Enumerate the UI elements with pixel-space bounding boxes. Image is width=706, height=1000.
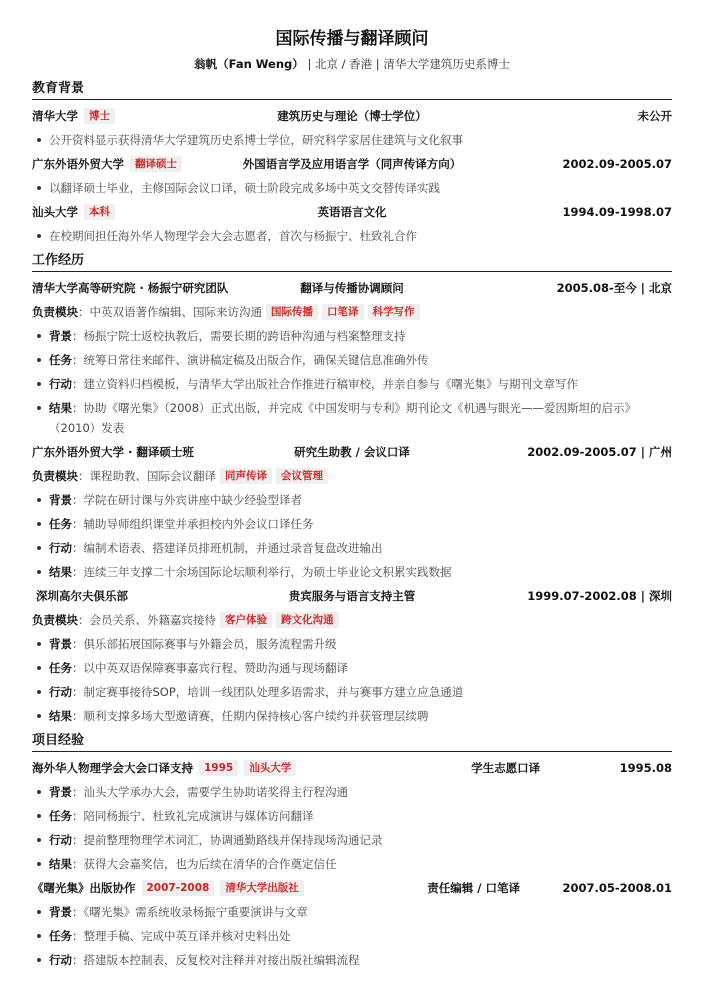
skill-tag: 口笔译 [322, 304, 364, 320]
bullet-text: ：协助《曙光集》（2008）正式出版，并完成《中国发明与专利》期刊论文《机遇与眼光——爱因斯坦的启示》（2010）发表 [49, 401, 637, 435]
bullet-text: ：编制术语表、搭建译员排班机制，并通过录音复盘改进输出 [72, 541, 383, 555]
list-item: 在校期间担任海外华人物理学会大会志愿者，首次与杨振宁、杜致礼合作 [32, 224, 672, 248]
bullet-text: ：制定赛事接待SOP，培训一线团队处理多语需求，并与赛事方建立应急通道 [72, 685, 464, 699]
project-entry-header [32, 876, 672, 900]
bullet-key: 背景 [49, 785, 72, 799]
section-heading-work: 工作经历 [32, 252, 672, 272]
module-label: 负责模块 [32, 613, 78, 627]
project-entry-header [32, 756, 672, 780]
bullet-key: 任务 [49, 929, 72, 943]
module-text: ：会员关系、外籍嘉宾接待 [78, 613, 216, 627]
bullet-key: 任务 [49, 661, 72, 675]
bullet-text: ：提前整理物理学术词汇，协调通勤路线并保持现场沟通记录 [72, 833, 383, 847]
list-item: 以翻译硕士毕业，主修国际会议口译，硕士阶段完成多场中英文交替传译实践 [32, 176, 672, 200]
role: 贵宾服务与语言支持主管 [288, 589, 416, 603]
list-item [32, 512, 672, 536]
major: 外国语言学及应用语言学（同声传译方向） [242, 157, 462, 171]
project-tag: 汕头大学 [244, 760, 296, 776]
education-entry [32, 200, 672, 224]
degree-tag: 翻译硕士 [130, 156, 182, 172]
list-item [32, 372, 672, 396]
module-label: 负责模块 [32, 469, 78, 483]
list-item [32, 924, 672, 948]
date-location: 2005.08-至今 | 北京 [556, 281, 672, 295]
list-item [32, 804, 672, 828]
bullet-text: ：顺利支撑多场大型邀请赛，任期内保持核心客户续约并获管理层续聘 [72, 709, 429, 723]
bullet-key: 结果 [49, 565, 72, 579]
module-label: 负责模块 [32, 305, 78, 319]
education-entry [32, 104, 672, 128]
bullet-key: 行动 [49, 541, 72, 555]
person-name: 翁帆（Fan Weng） [194, 57, 304, 71]
organization: 深圳高尔夫俱乐部 [36, 589, 128, 603]
skill-tag: 跨文化沟通 [276, 612, 339, 628]
bullet-key: 行动 [49, 377, 72, 391]
skill-tag: 同声传译 [220, 468, 272, 484]
bullet-key: 背景 [49, 329, 72, 343]
skill-tag: 会议管理 [276, 468, 328, 484]
education-entry [32, 152, 672, 176]
list-item: 公开资料显示获得清华大学建筑历史系博士学位，研究科学家居住建筑与文化叙事 [32, 128, 672, 152]
date: 2002.09-2005.07 [562, 157, 672, 171]
bullet-key: 背景 [49, 905, 72, 919]
resume-page [32, 0, 672, 972]
bullet-text: ：杨振宁院士返校执教后，需要长期的跨语种沟通与档案整理支持 [72, 329, 406, 343]
skill-tag: 客户体验 [220, 612, 272, 628]
list-item [32, 396, 672, 440]
skill-tag: 科学写作 [368, 304, 420, 320]
date-location: 2002.09-2005.07 | 广州 [527, 445, 672, 459]
degree-tag: 本科 [84, 204, 115, 220]
bullet-text: ：建立资料归档模板，与清华大学出版社合作推进行稿审校，并亲自参与《曙光集》与期刊文章写作 [72, 377, 578, 391]
skill-tag: 国际传播 [266, 304, 318, 320]
bullet-key: 行动 [49, 833, 72, 847]
organization: 清华大学高等研究院 · 杨振宁研究团队 [32, 281, 229, 295]
bullet-key: 背景 [49, 637, 72, 651]
section-heading-projects: 项目经验 [32, 732, 672, 752]
project-tag: 清华大学出版社 [220, 880, 304, 896]
role: 责任编辑 / 口笔译 [427, 881, 520, 895]
role: 研究生助教 / 会议口译 [294, 445, 410, 459]
work-entry-header [32, 276, 672, 300]
list-item [32, 348, 672, 372]
list-item [32, 948, 672, 972]
bullet-text: ：学院在研讨课与外宾讲座中缺少经验型译者 [72, 493, 302, 507]
bullet-key: 任务 [49, 353, 72, 367]
date: 1995.08 [619, 761, 672, 775]
project-tag: 2007-2008 [142, 880, 215, 896]
bullet-text: ：统筹日常往来邮件、演讲稿定稿及出版合作，确保关键信息准确外传 [72, 353, 429, 367]
bullet-text: ：获得大会嘉奖信，也为后续在清华的合作奠定信任 [72, 857, 337, 871]
list-item [32, 632, 672, 656]
list-item [32, 900, 672, 924]
major: 英语语言文化 [317, 205, 387, 219]
bullet-key: 任务 [49, 809, 72, 823]
bullet-key: 任务 [49, 517, 72, 531]
work-entry-header [32, 440, 672, 464]
date: 未公开 [637, 109, 672, 123]
contact-line [32, 54, 672, 74]
list-item [32, 324, 672, 348]
section-heading-education: 教育背景 [32, 80, 672, 100]
list-item [32, 828, 672, 852]
bullet-key: 背景 [49, 493, 72, 507]
module-line [32, 464, 672, 488]
list-item [32, 852, 672, 876]
bullet-text: ：汕头大学承办大会，需要学生协助诺奖得主行程沟通 [72, 785, 348, 799]
project-tag: 1995 [199, 760, 238, 776]
bullet-text: ：陪同杨振宁、杜致礼完成演讲与媒体访问翻译 [72, 809, 314, 823]
list-item [32, 656, 672, 680]
school-name: 清华大学 [32, 109, 78, 123]
page-title: 国际传播与翻译顾问 [275, 29, 429, 49]
list-item [32, 488, 672, 512]
date-location: 1999.07-2002.08 | 深圳 [527, 589, 672, 603]
bullet-key: 行动 [49, 953, 72, 967]
major: 建筑历史与理论（博士学位） [277, 109, 427, 123]
bullet-text: ：俱乐部拓展国际赛事与外籍会员，服务流程需升级 [72, 637, 337, 651]
list-item [32, 780, 672, 804]
bullet-key: 结果 [49, 709, 72, 723]
contact-info: | 北京 / 香港 | 清华大学建筑历史系博士 [307, 57, 510, 71]
school-name: 汕头大学 [32, 205, 78, 219]
module-text: ：中英双语著作编辑、国际来访沟通 [78, 305, 262, 319]
bullet-key: 结果 [49, 401, 72, 415]
module-line [32, 300, 672, 324]
school-name: 广东外语外贸大学 [32, 157, 124, 171]
list-item [32, 536, 672, 560]
project-name: 《曙光集》出版协作 [32, 881, 136, 895]
date: 2007.05-2008.01 [562, 881, 672, 895]
bullet-text: ：搭建版本控制表，反复校对注释并对接出版社编辑流程 [72, 953, 360, 967]
list-item [32, 560, 672, 584]
degree-tag: 博士 [84, 108, 115, 124]
bullet-text: ：以中英双语保障赛事嘉宾行程、赞助沟通与现场翻译 [72, 661, 348, 675]
work-entry-header [32, 584, 672, 608]
date: 1994.09-1998.07 [562, 205, 672, 219]
bullet-text: ：辅助导师组织课堂并承担校内外会议口译任务 [72, 517, 314, 531]
organization: 广东外语外贸大学 · 翻译硕士班 [32, 445, 194, 459]
list-item [32, 704, 672, 728]
bullet-key: 行动 [49, 685, 72, 699]
list-item [32, 680, 672, 704]
project-name: 海外华人物理学会大会口译支持 [32, 761, 193, 775]
role: 学生志愿口译 [471, 761, 541, 775]
role: 翻译与传播协调顾问 [300, 281, 404, 295]
module-line [32, 608, 672, 632]
bullet-text: ：《曙光集》需系统收录杨振宁重要演讲与文章 [72, 905, 308, 919]
module-text: ：课程助教、国际会议翻译 [78, 469, 216, 483]
bullet-text: ：整理手稿、完成中英互译并核对史料出处 [72, 929, 291, 943]
bullet-key: 结果 [49, 857, 72, 871]
bullet-text: ：连续三年支撑二十余场国际论坛顺利举行，为硕士毕业论文积累实践数据 [72, 565, 452, 579]
